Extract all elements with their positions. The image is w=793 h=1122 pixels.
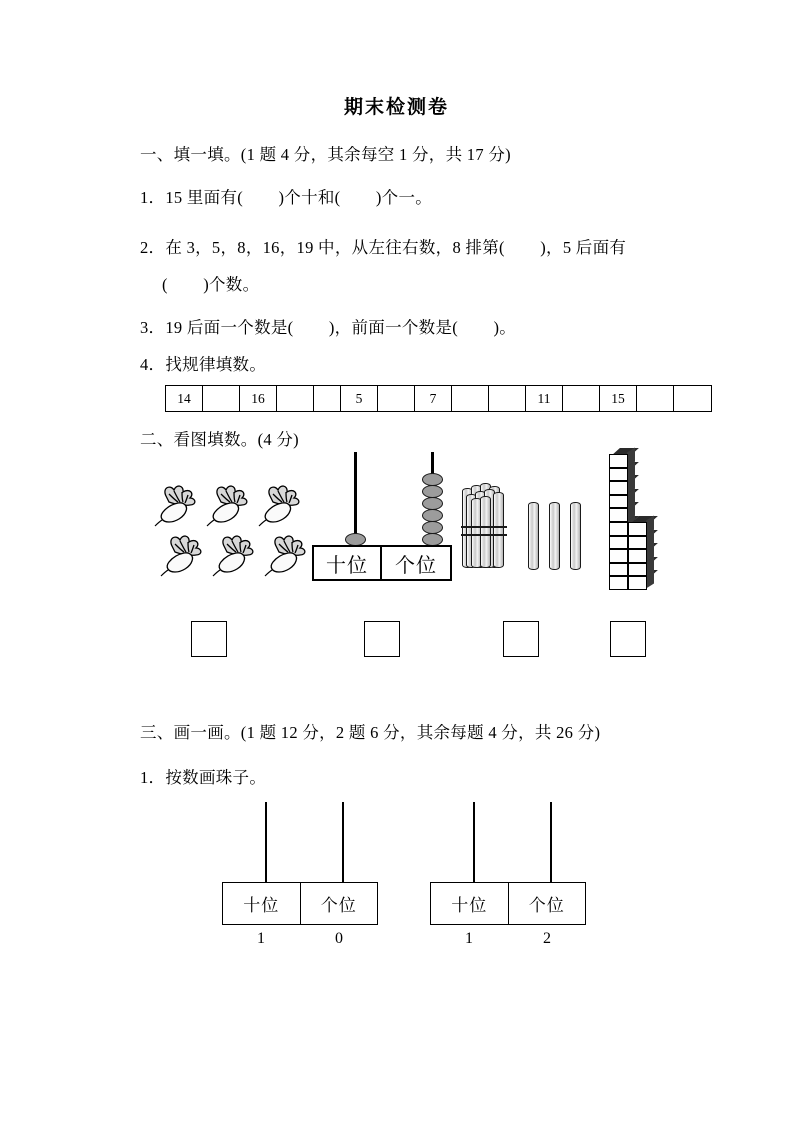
sequence-grid-3 bbox=[525, 385, 712, 412]
ones-label: 个位 bbox=[395, 554, 437, 577]
ones-digit: 2 bbox=[543, 930, 551, 947]
question-1-4-text: 找规律填数。 bbox=[165, 355, 267, 374]
ones-rod bbox=[342, 802, 344, 882]
tens-digit: 1 bbox=[257, 930, 265, 947]
ones-rod bbox=[550, 802, 552, 882]
tens-label: 十位 bbox=[431, 883, 509, 924]
question-1-2-text: 在 3，5，8，16，19 中，从左往右数，8 排第( )，5 后面有 bbox=[165, 238, 627, 257]
answer-box-4[interactable] bbox=[610, 621, 646, 657]
radish-icon bbox=[264, 532, 314, 578]
question-1-2 bbox=[140, 238, 626, 258]
digits-row bbox=[222, 930, 378, 948]
question-1-3-text: 19 后面一个数是( )，前面一个数是( )。 bbox=[165, 318, 517, 337]
question-1-4 bbox=[140, 355, 266, 375]
question-1-1-number: 1． bbox=[140, 188, 166, 207]
counting-sticks bbox=[462, 480, 587, 588]
abacus-frame-right[interactable] bbox=[430, 802, 590, 947]
abacus-bead bbox=[422, 521, 443, 534]
section-3-heading: 三、画一画。(1 题 12 分，2 题 6 分，其余每题 4 分，共 26 分) bbox=[140, 723, 601, 742]
abacus-bead bbox=[422, 497, 443, 510]
place-value-box bbox=[222, 882, 378, 925]
sequence-cell[interactable] bbox=[378, 386, 415, 411]
place-value-box bbox=[312, 545, 452, 581]
tens-rod bbox=[265, 802, 267, 882]
sequence-cell[interactable] bbox=[674, 386, 711, 411]
question-1-3-number: 3． bbox=[140, 318, 166, 337]
abacus-place-value bbox=[312, 450, 457, 582]
digits-row bbox=[430, 930, 586, 948]
answer-box-1[interactable] bbox=[191, 621, 227, 657]
radish-icon bbox=[258, 482, 308, 528]
question-1-3 bbox=[140, 318, 516, 338]
sequence-grid-1 bbox=[165, 385, 352, 412]
question-3-1-number: 1． bbox=[140, 768, 166, 787]
tens-label: 十位 bbox=[223, 883, 301, 924]
sequence-cell[interactable]: 5 bbox=[341, 386, 378, 411]
answer-box-2[interactable] bbox=[364, 621, 400, 657]
page-title: 期末检测卷 bbox=[343, 96, 449, 118]
ones-label: 个位 bbox=[320, 896, 357, 915]
sequence-cell[interactable] bbox=[489, 386, 526, 411]
question-1-2-number: 2． bbox=[140, 238, 166, 257]
question-1-1 bbox=[140, 188, 432, 208]
tens-digit: 1 bbox=[465, 930, 473, 947]
counting-stick bbox=[549, 502, 560, 570]
abacus-frame-left[interactable] bbox=[222, 802, 382, 947]
sequence-cell[interactable] bbox=[637, 386, 674, 411]
ones-digit: 0 bbox=[335, 930, 343, 947]
counting-stick bbox=[480, 496, 491, 568]
sequence-cell[interactable] bbox=[277, 386, 314, 411]
abacus-bead bbox=[422, 509, 443, 522]
radish-icon bbox=[212, 532, 262, 578]
section-1-heading: 一、填一填。(1 题 4 分，其余每空 1 分，共 17 分) bbox=[140, 145, 511, 164]
counting-stick bbox=[528, 502, 539, 570]
sequence-cell[interactable] bbox=[203, 386, 240, 411]
sequence-cell[interactable]: 16 bbox=[240, 386, 277, 411]
ones-label: 个位 bbox=[528, 896, 565, 915]
sequence-cell[interactable] bbox=[452, 386, 489, 411]
stick-bundle-band bbox=[461, 534, 507, 536]
counting-stick bbox=[570, 502, 581, 570]
sequence-cell[interactable] bbox=[563, 386, 600, 411]
radish-icon bbox=[206, 482, 256, 528]
sequence-cell[interactable]: 11 bbox=[526, 386, 563, 411]
radish-group bbox=[154, 482, 304, 582]
question-1-4-number: 4． bbox=[140, 355, 166, 374]
tens-rod bbox=[354, 452, 357, 544]
section-2-illustrations bbox=[140, 448, 680, 598]
question-1-1-text: 15 里面有( )个十和( )个一。 bbox=[165, 188, 433, 207]
sequence-cell[interactable]: 14 bbox=[166, 386, 203, 411]
question-3-1-text: 按数画珠子。 bbox=[165, 768, 267, 787]
sequence-cell[interactable]: 15 bbox=[600, 386, 637, 411]
answer-box-3[interactable] bbox=[503, 621, 539, 657]
sequence-cell[interactable]: 7 bbox=[415, 386, 452, 411]
radish-icon bbox=[154, 482, 204, 528]
abacus-bead bbox=[422, 473, 443, 486]
abacus-bead bbox=[422, 485, 443, 498]
tens-rod bbox=[473, 802, 475, 882]
section-2-heading: 二、看图填数。(4 分) bbox=[140, 430, 299, 449]
question-3-1 bbox=[140, 768, 266, 788]
counting-stick bbox=[493, 492, 504, 568]
question-1-2-continued: ( )个数。 bbox=[162, 275, 260, 294]
tens-label: 十位 bbox=[314, 547, 382, 579]
radish-icon bbox=[160, 532, 210, 578]
stick-bundle-band bbox=[461, 526, 507, 528]
sequence-grid-2 bbox=[340, 385, 527, 412]
place-value-box bbox=[430, 882, 586, 925]
unit-cube-towers bbox=[595, 442, 675, 592]
